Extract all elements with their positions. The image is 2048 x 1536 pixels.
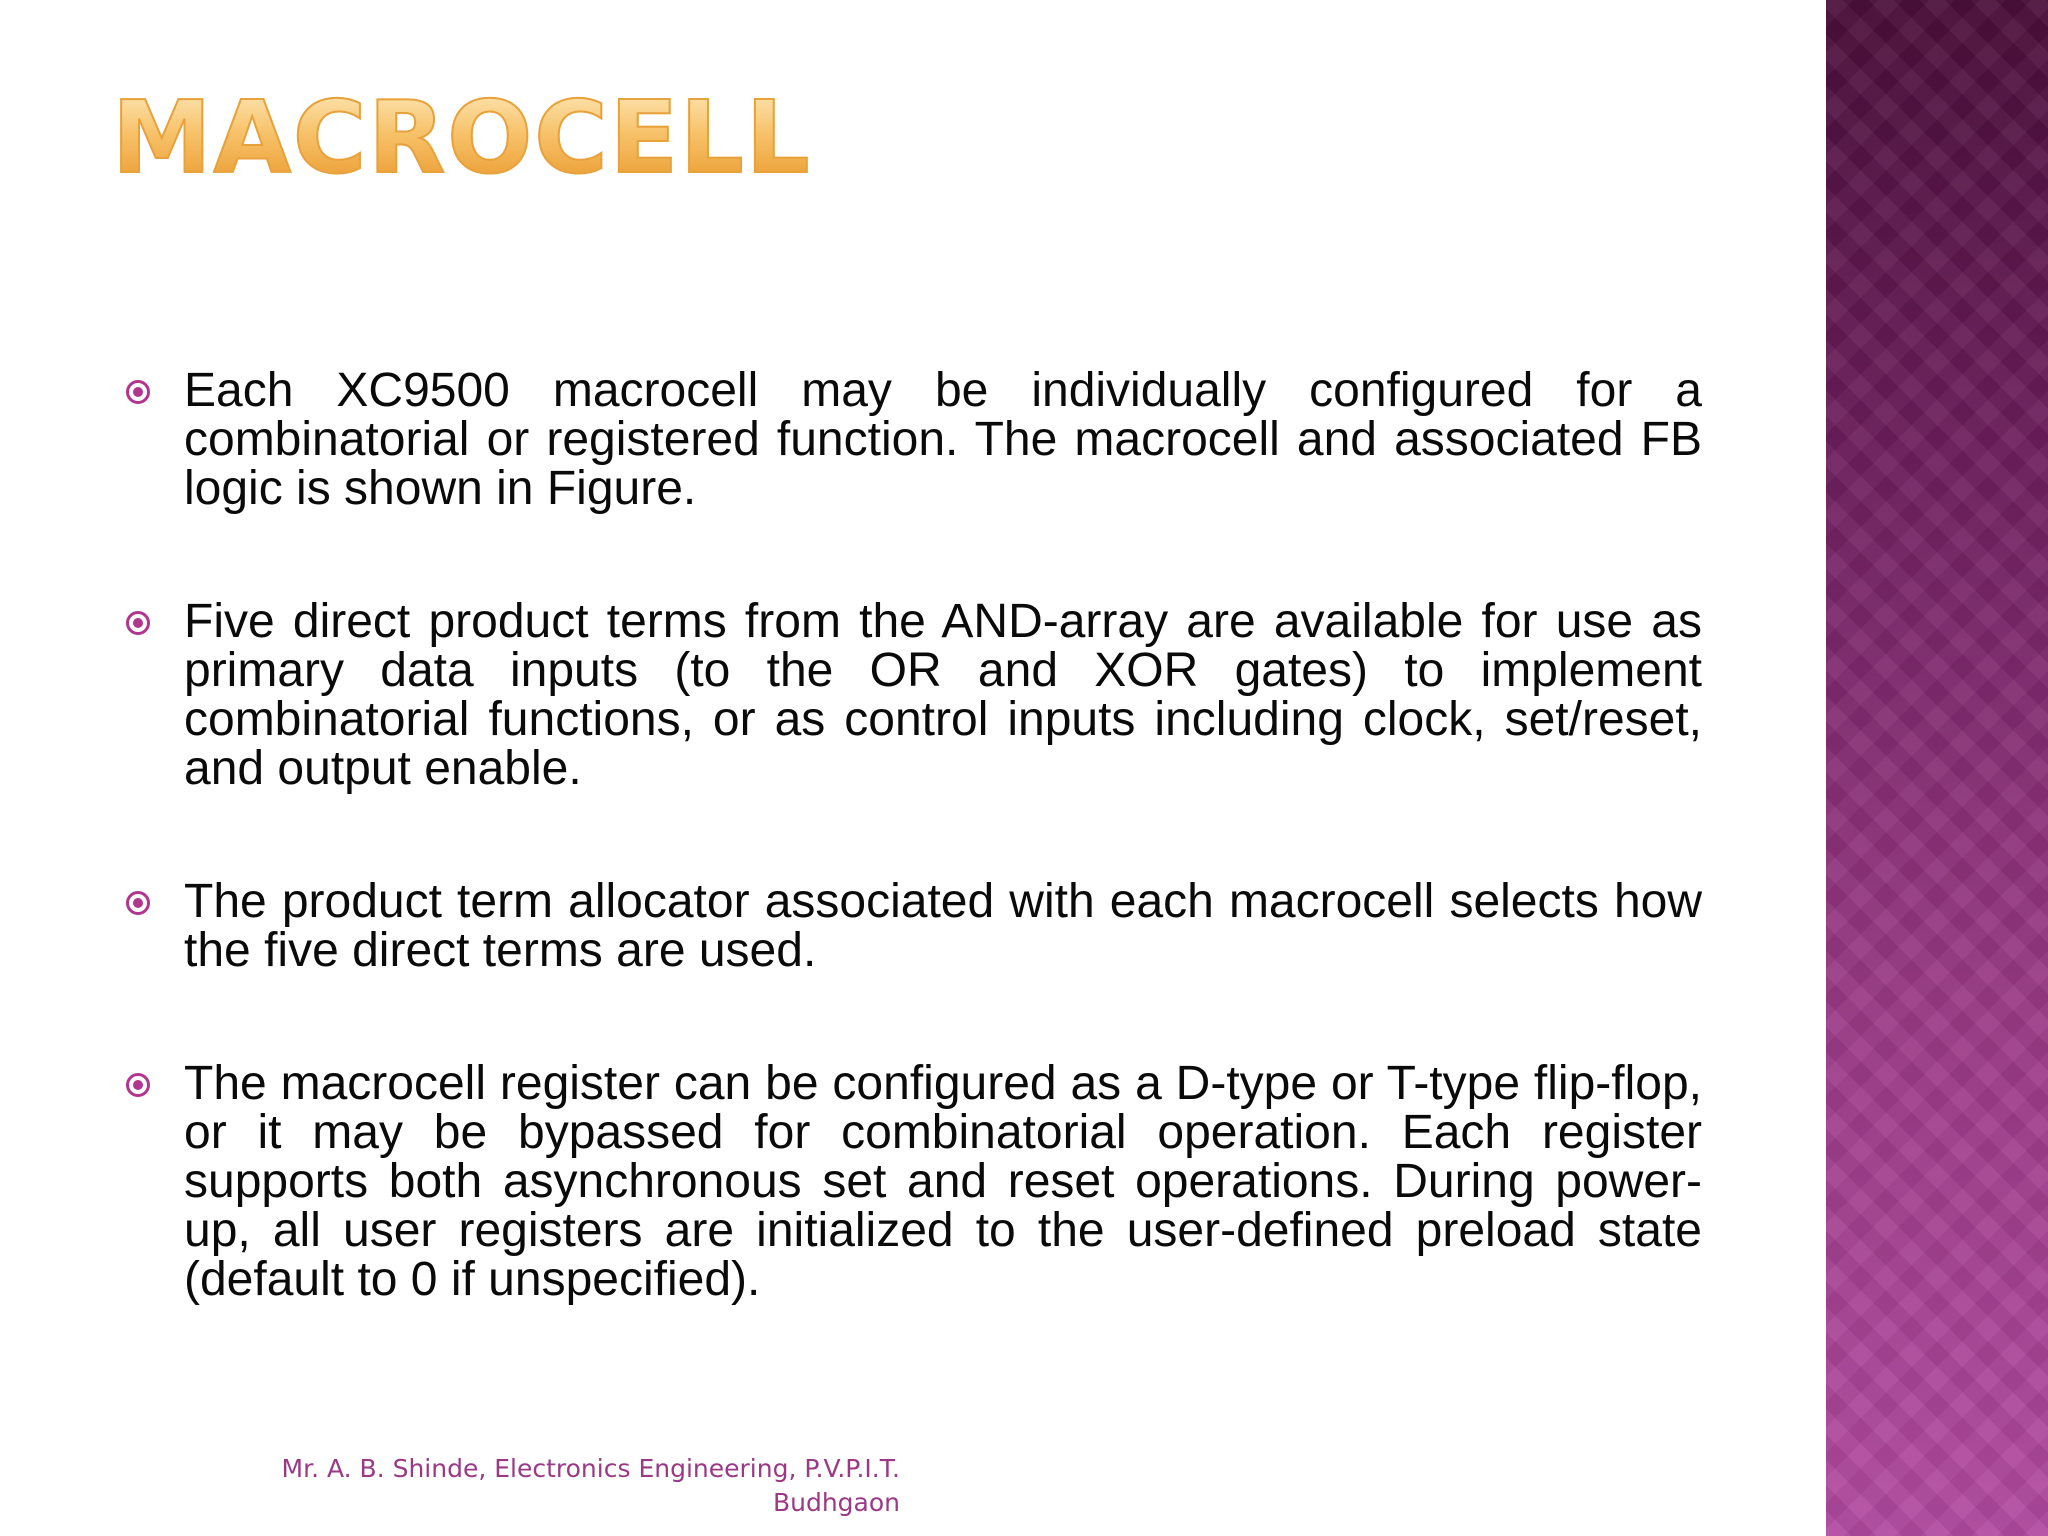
decorative-side-band bbox=[1826, 0, 2048, 1536]
bullet-text: The macrocell register can be configured as a D-type or T-type flip-flop, or it may be bypassed for combinatorial operation. Each register supports both asynchronous set and reset operations. During power-up, all user registers are initialized to the user-defined preload state (default to 0 if unspecified). bbox=[184, 1057, 1702, 1306]
bullet-list bbox=[120, 366, 1702, 1388]
bullet-text: Each XC9500 macrocell may be individually configured for a combinatorial or registered function. The macrocell and associated FB logic is shown in Figure. bbox=[184, 364, 1702, 515]
slide-title: MACROCELL bbox=[112, 79, 812, 196]
target-bullet-icon bbox=[126, 1073, 150, 1097]
bullet-item bbox=[120, 1059, 1702, 1304]
target-bullet-icon bbox=[126, 380, 150, 404]
bullet-text: The product term allocator associated with each macrocell selects how the five direct terms are used. bbox=[184, 875, 1702, 977]
bullet-text: Five direct product terms from the AND-array are available for use as primary data inputs (to the OR and XOR gates) to implement combinatorial functions, or as control inputs including clock, set/reset, and output enable. bbox=[184, 595, 1702, 795]
bullet-item bbox=[120, 366, 1702, 513]
bullet-item bbox=[120, 877, 1702, 975]
target-bullet-icon bbox=[126, 611, 150, 635]
bullet-item bbox=[120, 597, 1702, 793]
slide-footer: Mr. A. B. Shinde, Electronics Engineering, P.V.P.I.T. Budhgaon bbox=[281, 1454, 900, 1517]
target-bullet-icon bbox=[126, 891, 150, 915]
